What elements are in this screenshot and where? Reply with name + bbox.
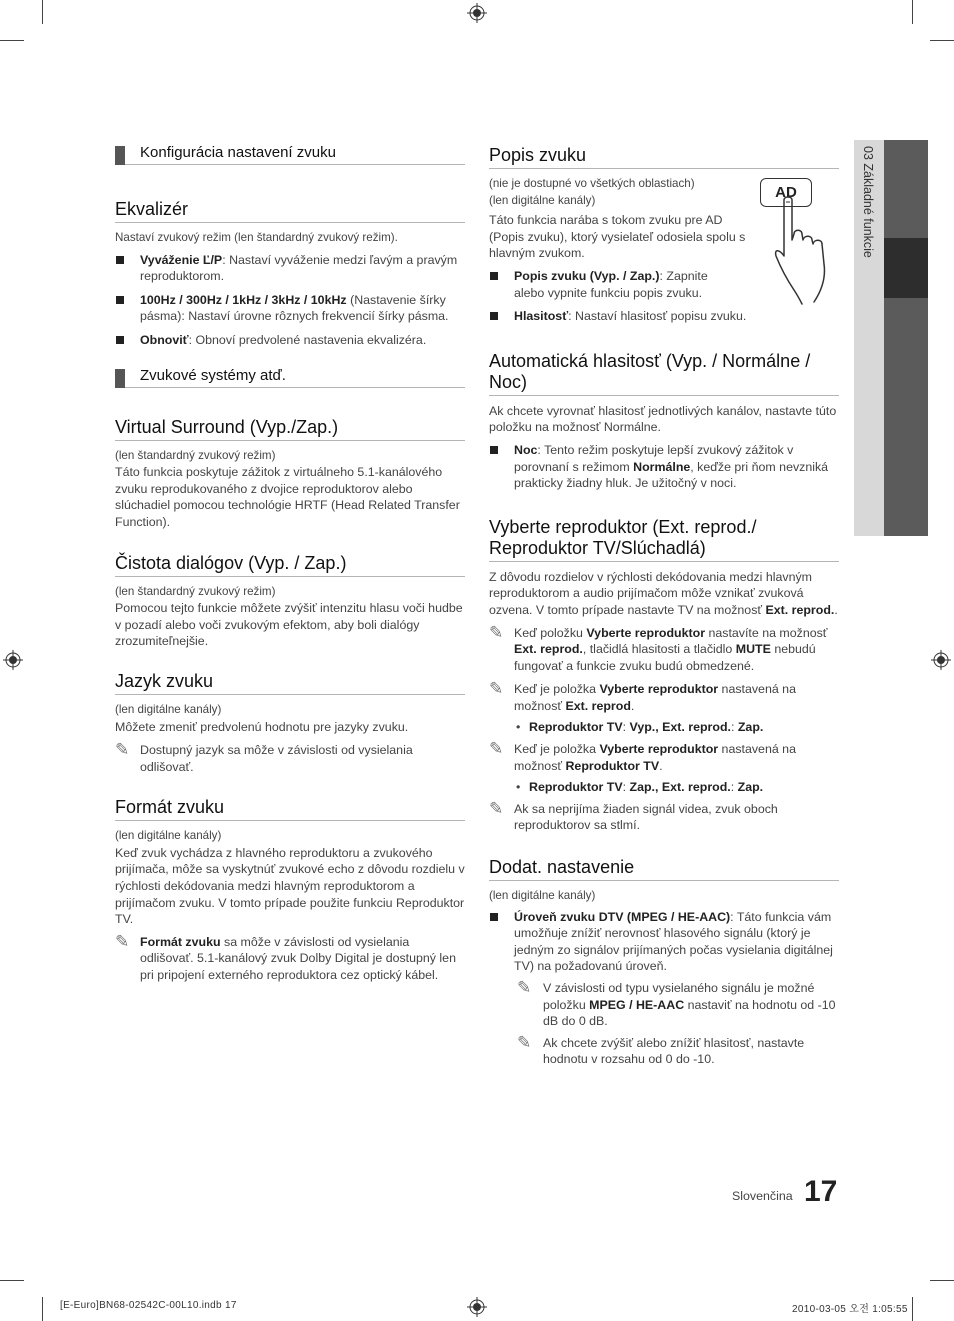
crop-mark: [930, 40, 954, 41]
print-info-left: [E-Euro]BN68-02542C-00L10.indb 17: [60, 1300, 237, 1311]
crop-mark: [912, 0, 913, 24]
registration-mark-icon: [931, 650, 951, 670]
bullet-item: Obnoviť: Obnoví predvolené nastavenia ekvalizéra.: [115, 332, 465, 349]
note-text: (len štandardný zvukový režim): [115, 448, 276, 462]
note-item: ✎ Formát zvuku sa môže v závislosti od vysielania odlišovať. 5.1-kanálový zvuk Dolby Digital je dostupný len pri pripojení externého reproduktora cez optický kábel.: [115, 931, 456, 983]
page-number: 17: [804, 1175, 838, 1208]
dot-item: • Reproduktor TV: Zap., Ext. reprod.: Zap.: [516, 780, 764, 795]
subsection-heading: Zvukové systémy atď.: [115, 366, 465, 388]
registration-mark-icon: [3, 650, 23, 670]
crop-mark: [0, 1280, 24, 1281]
paragraph: Táto funkcia poskytuje zážitok z virtuálneho 5.1-kanálového zvuku reprodukovaného z dvojice reproduktorov alebo slúchadiel pomocou technológie HRTF (Head Related Transfer Function).: [115, 465, 460, 529]
pencil-icon: ✎: [517, 978, 532, 997]
crop-mark: [912, 1297, 913, 1321]
note-text: (len štandardný zvukový režim): [115, 584, 276, 598]
note-item: ✎ V závislosti od typu vysielaného signálu je možné položku MPEG / HE-AAC nastaviť na hodnotu od -10 dB do 0 dB.: [517, 978, 836, 1029]
note-item: ✎ Ak sa neprijíma žiaden signál videa, zvuk oboch reproduktorov sa stlmí.: [489, 798, 778, 833]
chapter-tab-bar: [884, 140, 928, 536]
chapter-tab-marker: [884, 238, 928, 298]
bullet-item: Noc: Tento režim poskytuje lepší zvukový zážitok v porovnaní s režimom Normálne, keďže pri ňom nevzniká prakticky žiadny hluk. Je užitočný v noci.: [489, 442, 839, 492]
pencil-icon: ✎: [489, 622, 504, 642]
note-text: (len digitálne kanály): [115, 829, 222, 843]
section-title: Čistota dialógov (Vyp. / Zap.): [115, 553, 465, 577]
note-text: (len digitálne kanály): [489, 193, 596, 207]
note-text: (len digitálne kanály): [115, 702, 222, 716]
note-text: (nie je dostupné vo všetkých oblastiach): [489, 177, 695, 190]
bullet-item: Úroveň zvuku DTV (MPEG / HE-AAC): Táto funkcia vám umožňuje znížiť nerovnosť hlasového signálu (ktorý je jedným zo signálov prijímaných počas vysielania digitálnej TV) na požadovanú úroveň.: [489, 909, 839, 975]
section-title: Formát zvuku: [115, 797, 465, 821]
paragraph: Ak chcete vyrovnať hlasitosť jednotlivých kanálov, nastavte túto položku na možnosť Normálne.: [489, 403, 837, 435]
paragraph: Keď zvuk vychádza z hlavného reproduktoru a zvukového prijímača, môže sa vyskytnúť zvukové echo z dôvodu rozdielu v rýchlosti dekódovania medzi hlavným reproduktorom a prijímačom zvuku. V tomto prípade použite funkciu Reproduktor TV.: [115, 845, 465, 927]
note-item: ✎ Keď položku Vyberte reproduktor nastavíte na možnosť Ext. reprod., tlačidlá hlasitosti a tlačidlo MUTE nebudú fungovať a funkcie zvuku budú obmedzené.: [489, 622, 828, 673]
left-column: [115, 143, 465, 984]
note-item: ✎ Dostupný jazyk sa môže v závislosti od vysielania odlišovať.: [115, 740, 413, 774]
finger-press-icon: [772, 196, 842, 306]
bullet-item: Popis zvuku (Vyp. / Zap.): Zapnite alebo vypnite funkciu popis zvuku.: [489, 268, 729, 301]
pencil-icon: ✎: [489, 739, 504, 759]
subsection-heading: Konfigurácia nastavení zvuku: [115, 143, 465, 165]
paragraph: Pomocou tejto funkcie môžete zvýšiť intenzitu hlasu voči hudbe v pozadí alebo voči zvukovým efektom, aby boli dialógy zrozumiteľnejšie.: [115, 601, 463, 649]
crop-mark: [0, 40, 24, 41]
note-text: (len digitálne kanály): [489, 889, 596, 903]
chapter-label: 03 Základné funkcie: [861, 146, 875, 258]
crop-mark: [930, 1280, 954, 1281]
note-item: ✎ Ak chcete zvýšiť alebo znížiť hlasitosť, nastavte hodnotu v rozsahu od 0 do -10.: [517, 1032, 805, 1067]
pencil-icon: ✎: [489, 679, 504, 699]
section-title: Virtual Surround (Vyp./Zap.): [115, 417, 465, 441]
pencil-icon: ✎: [115, 740, 130, 760]
section-title: Automatická hlasitosť (Vyp. / Normálne / Noc): [489, 351, 839, 396]
bullet-item: 100Hz / 300Hz / 1kHz / 3kHz / 10kHz (Nastavenie šírky pásma): Nastaví úrovne rôznych frekvencií šírky pásma.: [115, 292, 465, 325]
bullet-item: Hlasitosť: Nastaví hlasitosť popisu zvuku.: [489, 308, 839, 325]
registration-mark-icon: [467, 1297, 487, 1317]
note-item: ✎ Keď je položka Vyberte reproduktor nastavená na možnosť Reproduktor TV.: [489, 739, 796, 773]
section-title: Popis zvuku: [489, 145, 839, 169]
crop-mark: [42, 1297, 43, 1321]
paragraph: Môžete zmeniť predvolenú hodnotu pre jazyky zvuku.: [115, 719, 409, 734]
dot-item: • Reproduktor TV: Vyp., Ext. reprod.: Zap.: [516, 720, 764, 735]
bullet-item: Vyváženie Ľ/P: Nastaví vyváženie medzi ľavým a pravým reproduktorom.: [115, 252, 465, 285]
pencil-icon: ✎: [115, 931, 130, 951]
section-title: Jazyk zvuku: [115, 671, 465, 695]
footer-language: Slovenčina: [732, 1189, 793, 1203]
pencil-icon: ✎: [489, 798, 504, 818]
paragraph: Nastaví zvukový režim (len štandardný zvukový režim).: [115, 231, 398, 244]
paragraph: Z dôvodu rozdielov v rýchlosti dekódovania medzi hlavným reproduktorom a audio prijímačom môže vznikať zvuková ozvena. V tomto prípade nastavte TV na možnosť Ext. reprod..: [489, 569, 838, 617]
crop-mark: [42, 0, 43, 24]
print-info-right: 2010-03-05 오전 1:05:55: [792, 1304, 908, 1315]
registration-mark-icon: [467, 3, 487, 23]
section-title: Dodat. nastavenie: [489, 857, 839, 881]
section-title: Ekvalizér: [115, 199, 465, 223]
note-item: ✎ Keď je položka Vyberte reproduktor nastavená na možnosť Ext. reprod.: [489, 679, 796, 713]
ad-button-icon: AD: [760, 178, 812, 207]
pencil-icon: ✎: [517, 1032, 532, 1052]
paragraph: Táto funkcia narába s tokom zvuku pre AD (Popis zvuku), ktorý vysielateľ odosiela spolu s hlavným zvukom.: [489, 213, 746, 261]
section-title: Vyberte reproduktor (Ext. reprod./ Reproduktor TV/Slúchadlá): [489, 517, 839, 562]
